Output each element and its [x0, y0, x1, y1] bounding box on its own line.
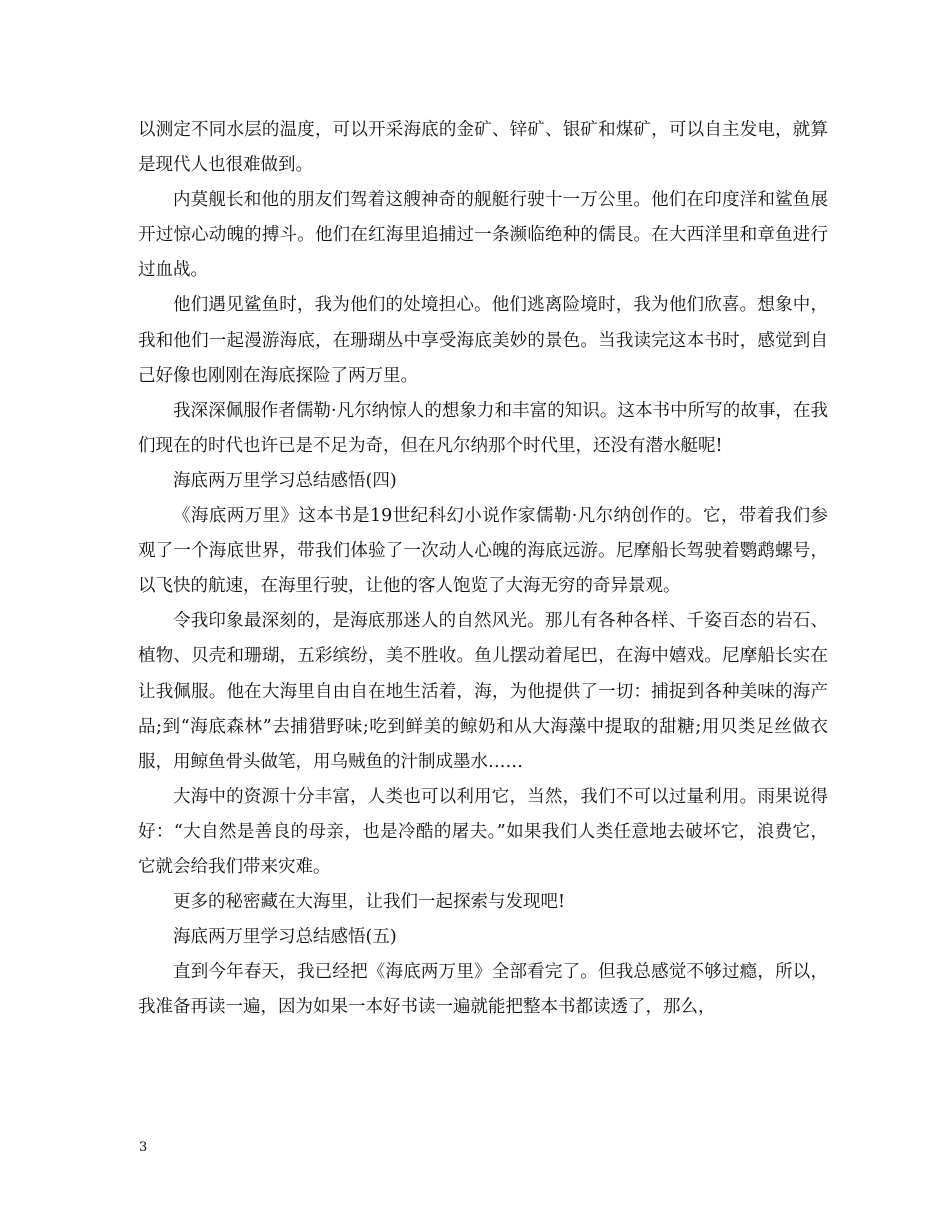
paragraph-6: 令我印象最深刻的，是海底那迷人的自然风光。那儿有各种各样、千姿百态的岩石、植物、贝壳和珊瑚，五彩缤纷，美不胜收。鱼儿摆动着尾巴，在海中嬉戏。尼摩船长实在让我佩服。他在大海里自由自在地生活着，海，为他提供了一切：捕捉到各种美味的海产品;到“海底森林”去捕猎野味;吃到鲜美的鲸奶和从大海藻中提取的甜糖;用贝类足丝做衣服，用鲸鱼骨头做笔，用乌贼鱼的汁制成墨水…… [138, 611, 828, 772]
section-heading-5: 海底两万里学习总结感悟(五) [173, 927, 397, 948]
paragraph-1: 以测定不同水层的温度，可以开采海底的金矿、锌矿、银矿和煤矿，可以自主发电，就算是现代人也很难做到。 [138, 120, 828, 176]
section-heading-4: 海底两万里学习总结感悟(四) [173, 470, 397, 491]
document-body [138, 113, 828, 1025]
paragraph-8: 更多的秘密藏在大海里，让我们一起探索与发现吧! [173, 892, 566, 913]
paragraph-2: 内莫舰长和他的朋友们驾着这艘神奇的舰艇行驶十一万公里。他们在印度洋和鲨鱼展开过惊心动魄的搏斗。他们在红海里追捕过一条濒临绝种的儒艮。在大西洋里和章鱼进行过血战。 [138, 190, 828, 281]
paragraph-3: 他们遇见鲨鱼时，我为他们的处境担心。他们逃离险境时，我为他们欣喜。想象中，我和他们一起漫游海底，在珊瑚丛中享受海底美妙的景色。当我读完这本书时，感觉到自己好像也刚刚在海底探险了两万里。 [138, 295, 828, 386]
paragraph-7: 大海中的资源十分丰富，人类也可以利用它，当然，我们不可以过量利用。雨果说得好：“大自然是善良的母亲，也是冷酷的屠夫。”如果我们人类任意地去破坏它，浪费它，它就会给我们带来灾难。 [138, 786, 828, 877]
paragraph-4: 我深深佩服作者儒勒·凡尔纳惊人的想象力和丰富的知识。这本书中所写的故事，在我们现在的时代也许已是不足为奇，但在凡尔纳那个时代里，还没有潜水艇呢! [138, 400, 828, 456]
page-number: 3 [139, 1140, 148, 1155]
paragraph-5: 《海底两万里》这本书是19世纪科幻小说作家儒勒·凡尔纳创作的。它，带着我们参观了一个海底世界，带我们体验了一次动人心魄的海底远游。尼摩船长驾驶着鹦鹉螺号，以飞快的航速，在海里行驶，让他的客人饱览了大海无穷的奇异景观。 [138, 506, 828, 597]
paragraph-9: 直到今年春天，我已经把《海底两万里》全部看完了。但我总感觉不够过瘾，所以，我准备再读一遍，因为如果一本好书读一遍就能把整本书都读透了，那么， [138, 962, 828, 1018]
